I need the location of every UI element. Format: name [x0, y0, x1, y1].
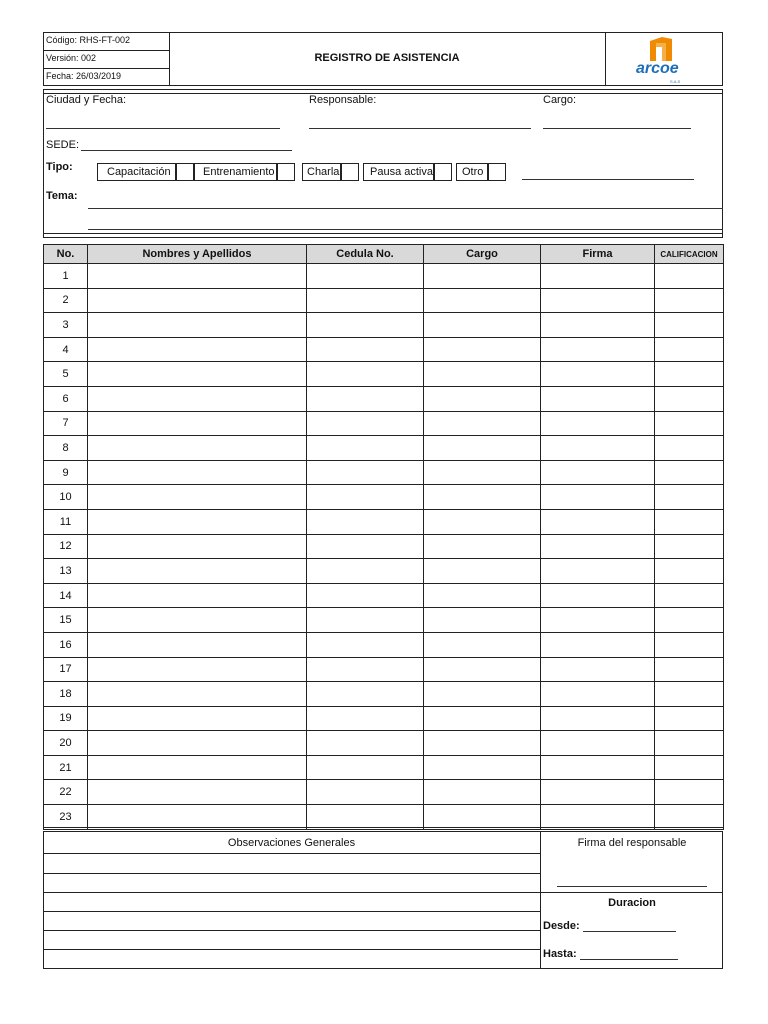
doc-date: Fecha: 26/03/2019 [46, 71, 122, 81]
cargo-cell[interactable] [424, 632, 541, 657]
row-number: 12 [44, 534, 88, 559]
firma-cell[interactable] [541, 313, 655, 338]
table-row [44, 313, 724, 338]
nombres-cell[interactable] [88, 805, 307, 830]
firma-cell[interactable] [541, 509, 655, 534]
cedula-cell[interactable] [307, 460, 424, 485]
firma-cell[interactable] [541, 534, 655, 559]
row-number: 21 [44, 755, 88, 780]
row-number: 8 [44, 436, 88, 461]
tipo-option-label: Charla [307, 166, 340, 178]
row-number: 16 [44, 632, 88, 657]
cargo-cell[interactable] [424, 731, 541, 756]
attendance-table [43, 244, 724, 830]
tipo-otro-input[interactable] [522, 165, 694, 180]
cargo-cell[interactable] [424, 485, 541, 510]
observaciones-label: Observaciones Generales [227, 837, 356, 849]
calificacion-cell[interactable] [655, 706, 724, 731]
row-number: 3 [44, 313, 88, 338]
tipo-option-charla [302, 163, 341, 181]
cargo-cell[interactable] [424, 460, 541, 485]
calificacion-cell[interactable] [655, 436, 724, 461]
table-row [44, 608, 724, 633]
cargo-cell[interactable] [424, 583, 541, 608]
firma-cell[interactable] [541, 264, 655, 289]
firma-cell[interactable] [541, 460, 655, 485]
table-header-row [44, 245, 724, 264]
doc-version: Versión: 002 [46, 53, 97, 63]
cedula-cell[interactable] [307, 485, 424, 510]
header-row-divider-2 [43, 68, 169, 69]
cargo-cell[interactable] [424, 313, 541, 338]
calificacion-cell[interactable] [655, 559, 724, 584]
calificacion-cell[interactable] [655, 682, 724, 707]
table-row [44, 264, 724, 289]
nombres-cell[interactable] [88, 386, 307, 411]
row-number: 20 [44, 731, 88, 756]
tipo-checkbox-otro[interactable] [488, 163, 506, 181]
firma-cell[interactable] [541, 706, 655, 731]
row-number: 18 [44, 682, 88, 707]
col-header-cedula: Cedula No. [307, 245, 424, 264]
row-number: 22 [44, 780, 88, 805]
cedula-cell[interactable] [307, 313, 424, 338]
cedula-cell[interactable] [307, 706, 424, 731]
firma-cell[interactable] [541, 731, 655, 756]
doc-code: Código: RHS-FT-002 [46, 35, 131, 45]
company-logo [606, 33, 722, 85]
table-row [44, 509, 724, 534]
info-bottom-double [43, 237, 723, 238]
firma-responsable-label: Firma del responsable [577, 837, 687, 849]
nombres-cell[interactable] [88, 436, 307, 461]
firma-cell[interactable] [541, 805, 655, 830]
row-number: 15 [44, 608, 88, 633]
nombres-cell[interactable] [88, 755, 307, 780]
firma-cell[interactable] [541, 337, 655, 362]
ciudad-fecha-label: Ciudad y Fecha: [46, 94, 127, 106]
nombres-cell[interactable] [88, 264, 307, 289]
hasta-label: Hasta: [543, 948, 577, 960]
nombres-cell[interactable] [88, 608, 307, 633]
cargo-cell[interactable] [424, 608, 541, 633]
table-row [44, 436, 724, 461]
tipo-checkbox-entrenamiento[interactable] [277, 163, 295, 181]
calificacion-cell[interactable] [655, 485, 724, 510]
firma-cell[interactable] [541, 608, 655, 633]
info-bottom-divider [43, 233, 723, 234]
tipo-option-label: Capacitación [107, 166, 171, 178]
row-number: 11 [44, 509, 88, 534]
col-header-firma: Firma [541, 245, 655, 264]
cedula-cell[interactable] [307, 362, 424, 387]
responsable-label: Responsable: [309, 94, 377, 106]
col-header-no: No. [44, 245, 88, 264]
tipo-option-pausa-activa [363, 163, 434, 181]
col-header-calificacion: CALIFICACION [655, 245, 724, 264]
firma-cell[interactable] [541, 682, 655, 707]
table-row [44, 559, 724, 584]
calificacion-cell[interactable] [655, 657, 724, 682]
firma-cell[interactable] [541, 386, 655, 411]
tema-input-line-2[interactable] [88, 215, 723, 230]
firma-cell[interactable] [541, 780, 655, 805]
row-number: 23 [44, 805, 88, 830]
cedula-cell[interactable] [307, 731, 424, 756]
row-number: 7 [44, 411, 88, 436]
calificacion-cell[interactable] [655, 805, 724, 830]
firma-cell[interactable] [541, 632, 655, 657]
cedula-cell[interactable] [307, 337, 424, 362]
firma-cell[interactable] [541, 755, 655, 780]
sede-input[interactable] [81, 136, 292, 151]
tipo-option-label: Otro [462, 166, 484, 178]
cedula-cell[interactable] [307, 755, 424, 780]
cedula-cell[interactable] [307, 264, 424, 289]
nombres-cell[interactable] [88, 485, 307, 510]
table-row [44, 780, 724, 805]
nombres-cell[interactable] [88, 313, 307, 338]
row-number: 4 [44, 337, 88, 362]
cargo-cell[interactable] [424, 780, 541, 805]
col-header-nombres: Nombres y Apellidos [88, 245, 307, 264]
cargo-cell[interactable] [424, 534, 541, 559]
col-header-cargo: Cargo [424, 245, 541, 264]
row-number: 17 [44, 657, 88, 682]
row-number: 9 [44, 460, 88, 485]
row-number: 10 [44, 485, 88, 510]
nombres-cell[interactable] [88, 559, 307, 584]
cedula-cell[interactable] [307, 805, 424, 830]
cedula-cell[interactable] [307, 509, 424, 534]
table-row [44, 411, 724, 436]
cargo-input[interactable] [543, 114, 691, 129]
firma-cell[interactable] [541, 411, 655, 436]
cedula-cell[interactable] [307, 780, 424, 805]
calificacion-cell[interactable] [655, 632, 724, 657]
row-number: 1 [44, 264, 88, 289]
nombres-cell[interactable] [88, 731, 307, 756]
tipo-option-entrenamiento [194, 163, 277, 181]
calificacion-cell[interactable] [655, 608, 724, 633]
cargo-cell[interactable] [424, 805, 541, 830]
calificacion-cell[interactable] [655, 731, 724, 756]
duracion-label: Duracion [608, 897, 656, 909]
firma-responsable-input[interactable] [557, 872, 707, 887]
header-row-divider-1 [43, 50, 169, 51]
calificacion-cell[interactable] [655, 362, 724, 387]
nombres-cell[interactable] [88, 682, 307, 707]
firma-cell[interactable] [541, 583, 655, 608]
tipo-checkbox-charla[interactable] [341, 163, 359, 181]
nombres-cell[interactable] [88, 411, 307, 436]
hasta-input[interactable] [580, 946, 678, 960]
cedula-cell[interactable] [307, 386, 424, 411]
table-row [44, 583, 724, 608]
tema-label: Tema: [46, 190, 78, 202]
calificacion-cell[interactable] [655, 755, 724, 780]
table-row [44, 337, 724, 362]
info-top-double [43, 93, 723, 94]
table-row [44, 731, 724, 756]
table-row [44, 706, 724, 731]
nombres-cell[interactable] [88, 460, 307, 485]
table-row [44, 362, 724, 387]
table-row [44, 485, 724, 510]
calificacion-cell[interactable] [655, 583, 724, 608]
tipo-label: Tipo: [46, 161, 73, 173]
calificacion-cell[interactable] [655, 534, 724, 559]
cedula-cell[interactable] [307, 608, 424, 633]
calificacion-cell[interactable] [655, 313, 724, 338]
firma-cell[interactable] [541, 288, 655, 313]
logo-subtext: S.A.S [670, 79, 681, 84]
firma-cell[interactable] [541, 362, 655, 387]
cedula-cell[interactable] [307, 411, 424, 436]
calificacion-cell[interactable] [655, 264, 724, 289]
cedula-cell[interactable] [307, 288, 424, 313]
row-number: 19 [44, 706, 88, 731]
tipo-checkbox-capacitacion[interactable] [176, 163, 194, 181]
tipo-option-capacitacion [97, 163, 176, 181]
row-number: 2 [44, 288, 88, 313]
nombres-cell[interactable] [88, 509, 307, 534]
cargo-label: Cargo: [543, 94, 577, 106]
tipo-option-label: Entrenamiento [203, 166, 275, 178]
table-row [44, 288, 724, 313]
table-row [44, 755, 724, 780]
cedula-cell[interactable] [307, 682, 424, 707]
responsable-input[interactable] [309, 114, 531, 129]
cargo-cell[interactable] [424, 386, 541, 411]
nombres-cell[interactable] [88, 583, 307, 608]
nombres-cell[interactable] [88, 362, 307, 387]
table-row [44, 386, 724, 411]
firma-cell[interactable] [541, 657, 655, 682]
tema-input-line-1[interactable] [88, 194, 723, 209]
desde-input[interactable] [583, 918, 676, 932]
table-row [44, 534, 724, 559]
cargo-cell[interactable] [424, 706, 541, 731]
cargo-cell[interactable] [424, 411, 541, 436]
cargo-cell[interactable] [424, 509, 541, 534]
cargo-cell[interactable] [424, 264, 541, 289]
nombres-cell[interactable] [88, 337, 307, 362]
cedula-cell[interactable] [307, 632, 424, 657]
row-number: 6 [44, 386, 88, 411]
table-row [44, 682, 724, 707]
logo-text: arcoe [636, 60, 679, 77]
calificacion-cell[interactable] [655, 780, 724, 805]
cedula-cell[interactable] [307, 436, 424, 461]
calificacion-cell[interactable] [655, 460, 724, 485]
ciudad-fecha-input[interactable] [46, 114, 280, 129]
sede-label: SEDE: [46, 139, 80, 151]
firma-cell[interactable] [541, 485, 655, 510]
desde-label: Desde: [543, 920, 580, 932]
calificacion-cell[interactable] [655, 386, 724, 411]
nombres-cell[interactable] [88, 657, 307, 682]
cargo-cell[interactable] [424, 559, 541, 584]
nombres-cell[interactable] [88, 780, 307, 805]
cargo-cell[interactable] [424, 682, 541, 707]
nombres-cell[interactable] [88, 288, 307, 313]
row-number: 14 [44, 583, 88, 608]
logo-mark-icon [646, 35, 676, 61]
row-number: 13 [44, 559, 88, 584]
nombres-cell[interactable] [88, 632, 307, 657]
cedula-cell[interactable] [307, 559, 424, 584]
observaciones-input[interactable] [44, 854, 543, 972]
cargo-cell[interactable] [424, 755, 541, 780]
page-title: REGISTRO DE ASISTENCIA [314, 52, 460, 64]
cedula-cell[interactable] [307, 657, 424, 682]
cedula-cell[interactable] [307, 583, 424, 608]
row-number: 5 [44, 362, 88, 387]
cargo-cell[interactable] [424, 362, 541, 387]
firma-cell[interactable] [541, 436, 655, 461]
cedula-cell[interactable] [307, 534, 424, 559]
calificacion-cell[interactable] [655, 411, 724, 436]
cargo-cell[interactable] [424, 436, 541, 461]
nombres-cell[interactable] [88, 706, 307, 731]
firma-cell[interactable] [541, 559, 655, 584]
cargo-cell[interactable] [424, 657, 541, 682]
calificacion-cell[interactable] [655, 509, 724, 534]
tipo-option-otro [456, 163, 488, 181]
calificacion-cell[interactable] [655, 288, 724, 313]
table-row [44, 460, 724, 485]
calificacion-cell[interactable] [655, 337, 724, 362]
tipo-checkbox-pausa-activa[interactable] [434, 163, 452, 181]
footer-top-double [43, 827, 723, 828]
table-row [44, 632, 724, 657]
table-row [44, 657, 724, 682]
tipo-option-label: Pausa activa [370, 166, 433, 178]
cargo-cell[interactable] [424, 337, 541, 362]
cargo-cell[interactable] [424, 288, 541, 313]
nombres-cell[interactable] [88, 534, 307, 559]
table-row [44, 805, 724, 830]
